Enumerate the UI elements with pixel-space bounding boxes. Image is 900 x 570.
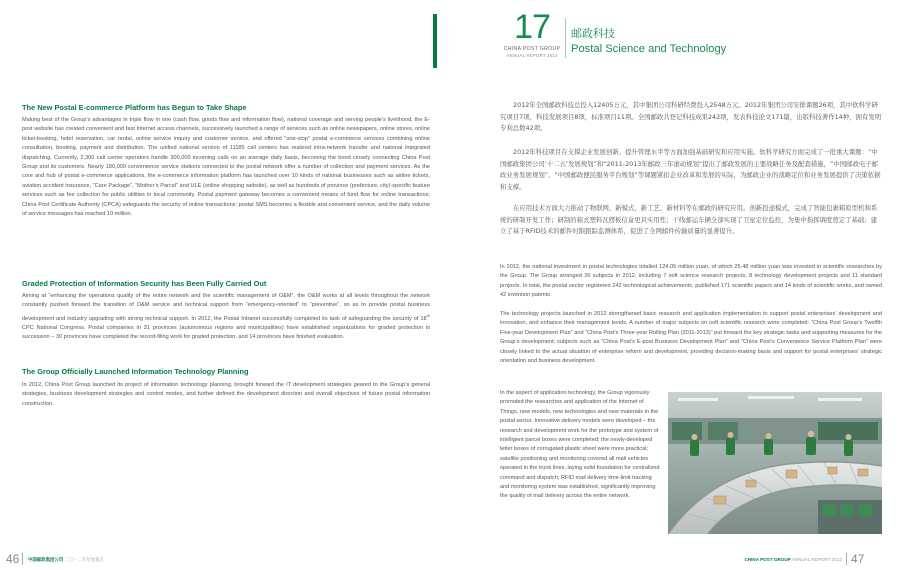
section-body-security <box>22 292 430 343</box>
section-title-security: Graded Protection of Information Security has Been Fully Carried Out <box>22 279 267 288</box>
security-text-sup: th <box>426 312 430 318</box>
footer-right-group: CHINA POST GROUP <box>744 557 791 562</box>
section-title-it-planning: The Group Officially Launched Information Technology Planning <box>22 367 249 376</box>
section-body-ecommerce: Making best of the Group’s advantages in triple flow in one (cash flow, goods flow and information flow), national coverage and serving people’s livelihood, the E-post website has created convenient and fast Internet access channels, successively launched a range of services such as online newspapers, online stores, online ticket-booking, hotel reservation, car rental, online service inquiry and customer service, and offered “one-stop” postal e-commerce services combining online consultation, booking, payment and distribution. The unified national version of 11185 call centers has realized intra-network transfer and national integrated dispatching. Currently, 2,300 call center operators handle 300,000 incoming calls on an average daily basis, becoming the bond closely connecting China Post Group and its customers. Nearly 180,000 convenience service stations connected to the postal network offer a number of collection and payment services. As the core and hub of postal e-commerce applications, the e-commerce information platform has launched over 10 kinds of national businesses such as airline tickets, aviation accident insurance, “Care Package”, “Mother’s Parcel” and ULE (online shopping website), as well as hundreds of province (prefecture, city)-specific feature services such as fee collection for public utilities in local community. Postal payment gateway becomes a convenient means of fund flow for online transactions; China Post Certificate Authority (CPCA) safeguards the security of online transactions; postal SMS becomes a flexible and convenient service, and the daily volume of service messages has reached 10 million. <box>22 117 430 218</box>
footer-divider-left <box>22 553 23 565</box>
cn-paragraph-3: 在应用技术方面大力推动了物联网、新模式、新工艺、新材料等在邮政的研究应用。创新投递模式，完成了智能包裹箱原型机和系统的研制开发工作；研制的箱式塑料瓦楞板信盒更具实用性；干线邮运车辆全部实现了卫星定位监控，为集中指挥调度奠定了基础；建立了基于RFID技术的邮件时限跟踪监测体系，促进了全网邮件传输质量的显著提升。 <box>500 204 878 236</box>
page-number-left: 46 <box>6 552 20 566</box>
mail-sorting-photo <box>668 392 882 534</box>
footer-left-sub: 二〇一二年年度报告 <box>64 558 105 563</box>
chapter-divider <box>565 18 566 58</box>
security-text-b: CPC National Congress. Postal companies in 31 provinces (autonomous regions and municipalities) have established organizations for graded protection in succession – 30 provinces have completed the record-filing work for graded protection, and 14 provinces have finished evaluation. <box>22 325 430 341</box>
en-paragraph-1: In 2012, the national investment in postal technologies totalled 124.05 million yuan, of which 25.48 million yuan was invested in scientific researches by the Group. The Group arranged 26 subjects in 2012, including 7 soft science research projects, 8 technology development projects and 11 standard projects. In total, the postal sector registered 242 technological achievements, published 171 scientific papers and 14 kinds of scientific works, and owned 42 invention patents. <box>500 264 882 299</box>
chapter-group-label: CHINA POST GROUP <box>503 46 561 52</box>
page-number-right: 47 <box>851 552 865 566</box>
section-title-ecommerce: The New Postal E-commerce Platform has Begun to Take Shape <box>22 103 247 112</box>
chapter-number: 17 <box>514 8 550 46</box>
footer-right <box>738 557 842 562</box>
en-paragraph-3: In the aspect of application technology, the Group vigorously promoted the researches and application of the Internet of Things, new models, new technologies and new materials in the postal sector. Innovative delivery models were developed – the research and development work for the prototype and system of intelligent parcel boxes were completed; the newly-developed letter boxes of corrugated plastic sheet were more practical; satellite positioning and monitoring covered all mail vehicles operated in the trunk lines, laying solid foundation for centralized command and dispatch; RFID mail delivery time-limit tracking and monitoring system was established, significantly improving the quality of mail delivery across the entire network. <box>500 390 660 500</box>
chapter-title-cn: 邮政科技 <box>571 28 615 40</box>
footer-divider-right <box>846 553 847 565</box>
cn-paragraph-2: 2012年科技项目在支撑企业发展创新、提升管理水平等方面加强基础研究和应用实施。软科学研究方面完成了一批重大课题：“中国邮政集团公司‘十二五’发展规划”和“2011-2013年邮政三年滚动规划”提出了邮政发展的主要战略任务及配套措施，“中国邮政电子邮政业务发展规划”、“中国邮政便民服务平台规划”等课题紧扣企业改革和发展的实际，为邮政企业的战略定位和业务发展提供了决策依据和支撑。 <box>500 148 881 191</box>
chapter-accent-bar <box>433 14 437 68</box>
footer-left-org: 中国邮政集团公司 <box>28 558 64 563</box>
cn-paragraph-1: 2012年全国邮政科技总投入12405万元，其中集团公司科研经费投入2548万元。2012年集团公司安排课题26项，其中软科学研究项目7项，科技发展项目8项，标准项目11项。全国邮政共登记科技成果242项，发表科技论文171篇，出版科技著作14种，拥有发明专利总数42项。 <box>500 101 882 133</box>
chapter-title-en: Postal Science and Technology <box>571 43 727 55</box>
footer-right-report: ANNUAL REPORT 2012 <box>791 557 842 562</box>
footer-left <box>28 557 104 563</box>
section-body-it-planning: In 2012, China Post Group launched its project of information technology planning, brought forward the IT development strategies geared to the Group’s general strategies, business development strategies and control modes, and further defined the development direction and overall objectives of future postal information construction. <box>22 382 430 407</box>
chapter-report-label: ANNUAL REPORT 2012 <box>506 53 558 58</box>
security-text-a: Aiming at “enhancing the operations quality of the entire network and the scientific management of O&M”, the O&M works at all levels throughout the network constantly pushed forward the transition of O&M service and technical support from “emergency-oriented” to “preventive”, so as to provide postal business development and industry upgrading with strong technical support. In 2012, the Postal Intranet successfully completed its task of safeguarding the security of 18 <box>22 293 430 322</box>
en-paragraph-2: The technology projects launched in 2012 strengthened basic research and application implementation to support postal enterprises’ development and innovation, and enhance their management levels. A number of major subjects on soft scientific research were completed: “China Post Group’s Twelfth Five-year Development Plan” and “China Post’s Three-year Rolling Plan (2011-2013)” put forward the key strategic tasks and supporting measures for the Group’s development; subjects such as “China Post’s E-post Business Development Plan” and “China Post’s Convenience Service Platform Plan” were closely linked to the actual situation of enterprise reform and development, providing decision-making basis and support for postal enterprises’ strategic orientation and business development. <box>500 311 882 365</box>
mail-sorting-illustration <box>668 392 882 534</box>
